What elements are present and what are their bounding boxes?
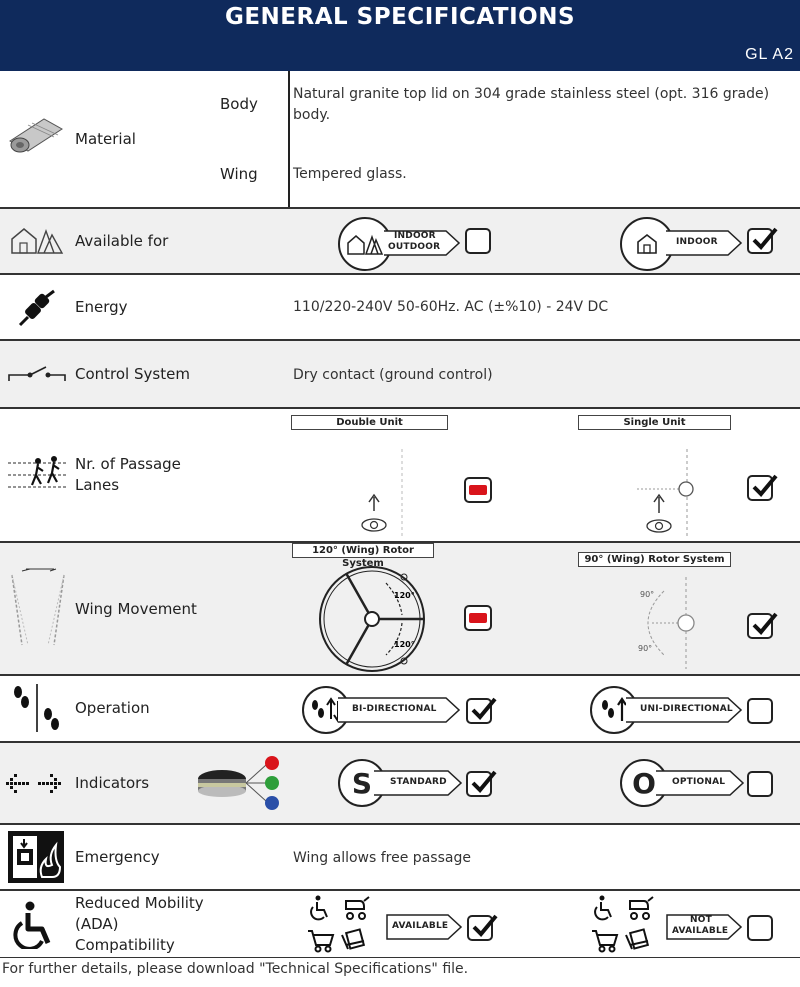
- angle-120-bottom: 120°: [394, 640, 415, 649]
- single-unit-caption: Single Unit: [578, 415, 731, 430]
- ada-available-label: AVAILABLE: [392, 921, 449, 931]
- body-text-line-2: body.: [293, 107, 331, 123]
- model-code: GL A2: [745, 46, 794, 63]
- footer-note: For further details, please download "Technical Specifications" file.: [2, 961, 469, 977]
- angle-90-top: 90°: [640, 590, 655, 599]
- material-label: Material: [75, 130, 136, 148]
- footsteps-icon: [12, 682, 62, 738]
- energy-text: 110/220-240V 50-60Hz. AC (±%10) - 24V DC: [293, 299, 609, 315]
- indoor-checkbox[interactable]: [747, 228, 773, 254]
- divider: [288, 71, 290, 207]
- wing-row: [0, 543, 800, 676]
- fire-emergency-icon: [8, 831, 64, 887]
- standard-checkbox[interactable]: [466, 771, 492, 797]
- steel-sheet-icon: [8, 115, 64, 159]
- body-label: Body: [220, 95, 258, 113]
- double-unit-status: [464, 477, 492, 503]
- emergency-text: Wing allows free passage: [293, 850, 471, 866]
- page-header: [0, 0, 800, 71]
- indoor-outdoor-checkbox[interactable]: [465, 228, 491, 254]
- rotor-90-diagram: [630, 577, 710, 673]
- wing-label: Wing Movement: [75, 600, 197, 618]
- ada-not-label: NOT: [690, 915, 712, 925]
- indicator-arrows-icon: [6, 773, 66, 797]
- accessibility-icons-a: [306, 895, 378, 957]
- accessibility-icons-b: [590, 895, 662, 957]
- rotor-120-diagram: [316, 563, 432, 677]
- standard-label: STANDARD: [390, 777, 447, 787]
- ada-available-checkbox[interactable]: [467, 915, 493, 941]
- lanes-label-line-1: Nr. of Passage: [75, 455, 181, 473]
- indoor-label-a: INDOOR: [394, 231, 436, 241]
- ada-label-line-3: Compatibility: [75, 936, 175, 954]
- ada-label-line-2: (ADA): [75, 915, 119, 933]
- uni-directional-label: UNI-DIRECTIONAL: [640, 704, 733, 714]
- double-unit-caption: Double Unit: [291, 415, 448, 430]
- blue-led: [265, 796, 279, 810]
- ada-not-available-label: AVAILABLE: [672, 926, 729, 936]
- optional-label: OPTIONAL: [672, 777, 726, 787]
- ada-not-available-checkbox[interactable]: [747, 915, 773, 941]
- led-indicator-icon: [196, 753, 286, 817]
- wing-text: Tempered glass.: [293, 166, 407, 182]
- pedestrian-lanes-icon: [8, 455, 66, 495]
- body-text-line-1: Natural granite top lid on 304 grade stainless steel (opt. 316 grade): [293, 86, 770, 102]
- bi-directional-checkbox[interactable]: [466, 698, 492, 724]
- optional-checkbox[interactable]: [747, 771, 773, 797]
- control-row: [0, 341, 800, 409]
- wing-label: Wing: [220, 165, 258, 183]
- house-tree-icon: [10, 225, 64, 259]
- available-row: [0, 209, 800, 275]
- energy-row: [0, 275, 800, 341]
- double-unit-diagram: [350, 449, 410, 541]
- angle-90-bottom: 90°: [638, 644, 653, 653]
- rotor-90-checkbox[interactable]: [747, 613, 773, 639]
- switch-icon: [8, 365, 66, 389]
- rotor-90-caption: 90° (Wing) Rotor System: [578, 552, 731, 567]
- power-plug-icon: [16, 289, 56, 331]
- lanes-label-line-2: Lanes: [75, 476, 120, 494]
- indicators-row: [0, 743, 800, 825]
- angle-120-top: 120°: [394, 591, 415, 600]
- single-unit-diagram: [635, 449, 699, 541]
- rotor-120-status: [464, 605, 492, 631]
- operation-label: Operation: [75, 699, 150, 717]
- indicators-label: Indicators: [75, 774, 150, 792]
- outdoor-label: OUTDOOR: [388, 242, 441, 252]
- uni-directional-checkbox[interactable]: [747, 698, 773, 724]
- ada-label-line-1: Reduced Mobility: [75, 894, 204, 912]
- ada-row: [0, 891, 800, 958]
- bi-directional-label: BI-DIRECTIONAL: [352, 704, 437, 714]
- control-label: Control System: [75, 365, 190, 383]
- emergency-label: Emergency: [75, 848, 160, 866]
- available-label: Available for: [75, 232, 169, 250]
- green-led: [265, 776, 279, 790]
- page-title: GENERAL SPECIFICATIONS: [224, 4, 576, 30]
- red-led: [265, 756, 279, 770]
- standard-letter-icon: S: [338, 759, 386, 807]
- control-text: Dry contact (ground control): [293, 367, 493, 383]
- energy-label: Energy: [75, 298, 128, 316]
- optional-letter-icon: O: [620, 759, 668, 807]
- wing-movement-icon: [8, 565, 68, 651]
- emergency-row: [0, 825, 800, 891]
- indoor-label-b: INDOOR: [676, 237, 718, 247]
- operation-row: [0, 676, 800, 743]
- material-row: [0, 71, 800, 209]
- lanes-row: [0, 409, 800, 543]
- single-unit-checkbox[interactable]: [747, 475, 773, 501]
- rotor-120-caption: 120° (Wing) Rotor System: [292, 543, 434, 558]
- wheelchair-icon: [12, 901, 60, 953]
